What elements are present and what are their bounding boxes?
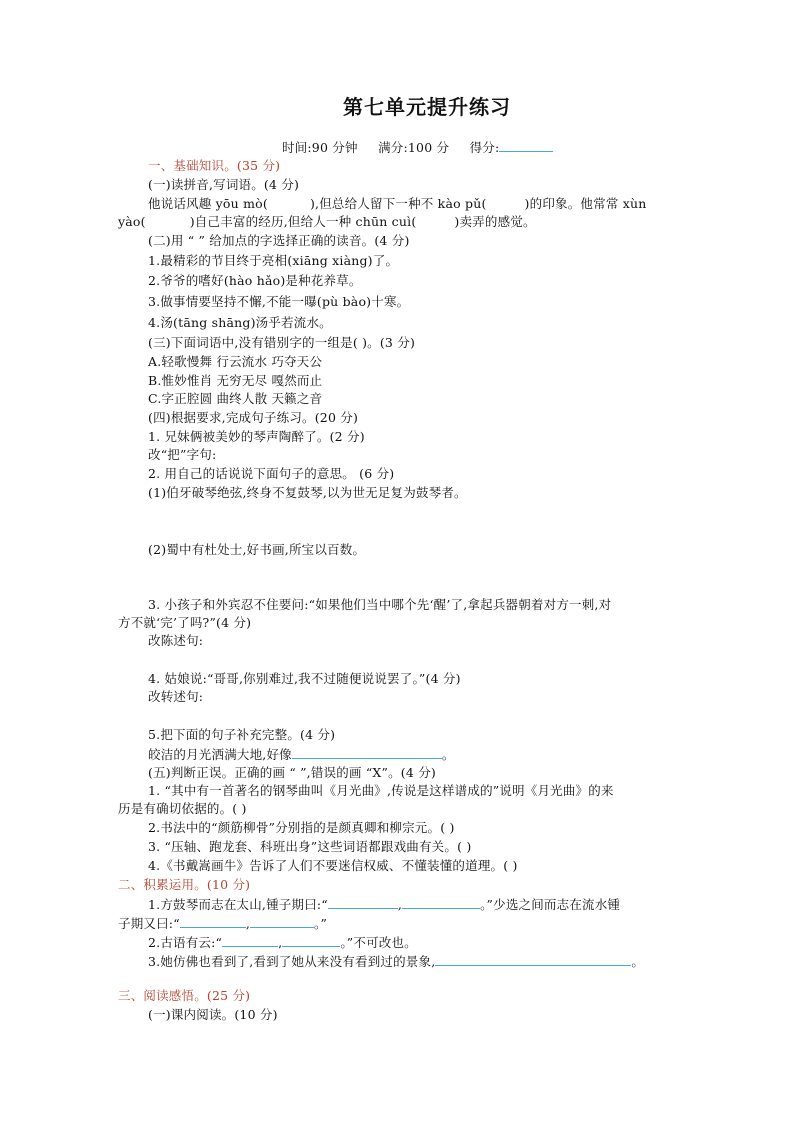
part-reading-heading: (一)课内阅读。(10 分) [148,1007,278,1022]
pinyin-text: ),但总给人留下一种不 kào pǔ( [309,196,487,211]
pinyin-text: )卖弄的感觉。 [454,214,536,229]
accum-text: 3.她仿佛也看到了,看到了她从来没有看到过的景象, [148,954,436,969]
answer-blank[interactable] [222,934,278,947]
pinyin-line-1 [148,196,646,212]
judge-q1-line-1: 1. “其中有一首著名的钢琴曲叫《月光曲》,传说是这样谱成的”说明《月光曲》的来 [148,783,614,798]
sentence-q4: 4. 姑娘说:“哥哥,你别难过,我不过随便说说罢了。”(4 分) [148,671,461,686]
answer-blank[interactable] [250,915,314,928]
sentence-q2-2: (2)蜀中有杜处士,好书画,所宝以百数。 [148,542,366,557]
answer-blank[interactable] [402,896,480,909]
sentence-q5: 5.把下面的句子补充完整。(4 分) [148,727,336,742]
comma: , [278,935,283,950]
accum-text: 。” [314,916,328,931]
sentence-q1: 1. 兄妹俩被美妙的琴声陶醉了。(2 分) [148,429,365,444]
option-a: A.轻歌慢舞 行云流水 巧夺天公 [148,354,323,369]
sentence-q4-task: 改转述句: [148,689,204,704]
sentence-q2: 2. 用自己的话说说下面句子的意思。 (6 分) [148,466,395,481]
pinyin-text: )自己丰富的经历,但给人一种 chūn cuì( [189,214,417,229]
answer-blank[interactable] [435,953,631,966]
sentence-q3-line-2: 方不就‘完’了吗?”(4 分) [118,615,252,630]
reading-q4: 4.汤(tāng shāng)汤乎若流水。 [148,315,332,330]
full-score: 满分:100 分 [378,140,450,155]
part-4-heading: (四)根据要求,完成句子练习。(20 分) [148,410,359,425]
reading-q3: 3.做事情要坚持不懈,不能一曝(pù bào)十寒。 [148,294,410,309]
comma: , [397,897,403,912]
accum-q2 [148,934,417,951]
score-blank[interactable] [499,139,553,152]
time-limit: 时间:90 分钟 [282,140,358,155]
page-title: 第七单元提升练习 [343,95,511,119]
score-label: 得分: [469,140,500,155]
judge-q1-line-2: 历是有确切依据的。( ) [118,801,247,816]
answer-blank[interactable] [328,896,398,909]
accum-text: 2.古语有云:“ [148,935,223,950]
comma: , [245,916,250,931]
sentence-q2-1: (1)伯牙破琴绝弦,终身不复鼓琴,以为世无足复为鼓琴者。 [148,485,467,500]
sentence-q3-line-1: 3. 小孩子和外宾忍不住要问:“如果他们当中哪个先‘醒’了,拿起兵器朝着对方一刺,对 [148,597,612,612]
sentence-q5-text: 皎洁的月光洒满大地,好像 [148,747,292,762]
answer-blank[interactable] [292,746,442,759]
part-1-heading: (一)读拼音,写词语。(4 分) [148,177,300,192]
option-c: C.字正腔圆 曲终人散 天籁之音 [148,391,323,406]
sentence-q3-task: 改陈述句: [148,633,204,648]
section-2-heading: 二、积累运用。(10 分) [118,877,251,892]
judge-q3: 3. “压轴、跑龙套、科班出身”这些词语都跟戏曲有关。( ) [148,839,472,854]
period: 。 [631,954,645,969]
accum-text: 子期又曰:“ [118,916,180,931]
exam-header [282,139,553,156]
accum-text: 。”少选之间而志在流水锺 [480,897,621,912]
section-3-heading: 三、阅读感悟。(25 分) [118,988,251,1003]
pinyin-text: )的印象。他常常 xùn [524,196,647,211]
judge-q4: 4.《书戴嵩画牛》告诉了人们不要迷信权威、不懂装懂的道理。( ) [148,858,518,873]
accum-text: 1.方鼓琴而志在太山,锺子期曰:“ [148,897,328,912]
accum-q1-line-2 [118,915,327,932]
accum-text: 。”不可改也。 [340,935,417,950]
sentence-q1-task: 改“把”字句: [148,447,217,462]
accum-q1-line-1 [148,896,620,913]
part-5-heading: (五)判断正误。正确的画 “ ”,错误的画 “X”。(4 分) [148,765,436,780]
part-3-heading: (三)下面词语中,没有错别字的一组是( )。(3 分) [148,335,416,350]
option-b: B.惟妙惟肖 无穷无尽 嘎然而止 [148,373,323,388]
pinyin-text: 他说话风趣 yōu mò( [148,196,268,211]
reading-q1: 1.最精彩的节目终于亮相(xiāng xiàng)了。 [148,253,399,268]
answer-blank[interactable] [282,934,340,947]
sentence-q5-line [148,746,455,763]
reading-q2: 2.爷爷的嗜好(hào hǎo)是种花养草。 [148,273,362,288]
judge-q2: 2.书法中的“颜筋柳骨”分别指的是颜真卿和柳宗元。( ) [148,820,455,835]
pinyin-line-2 [118,214,536,230]
pinyin-text: yào( [118,214,146,229]
answer-blank[interactable] [180,915,246,928]
period: 。 [441,747,455,762]
accum-q3 [148,953,644,970]
section-1-heading: 一、基础知识。(35 分) [148,158,281,173]
part-2-heading: (二)用 “ ” 给加点的字选择正确的读音。(4 分) [148,233,410,248]
